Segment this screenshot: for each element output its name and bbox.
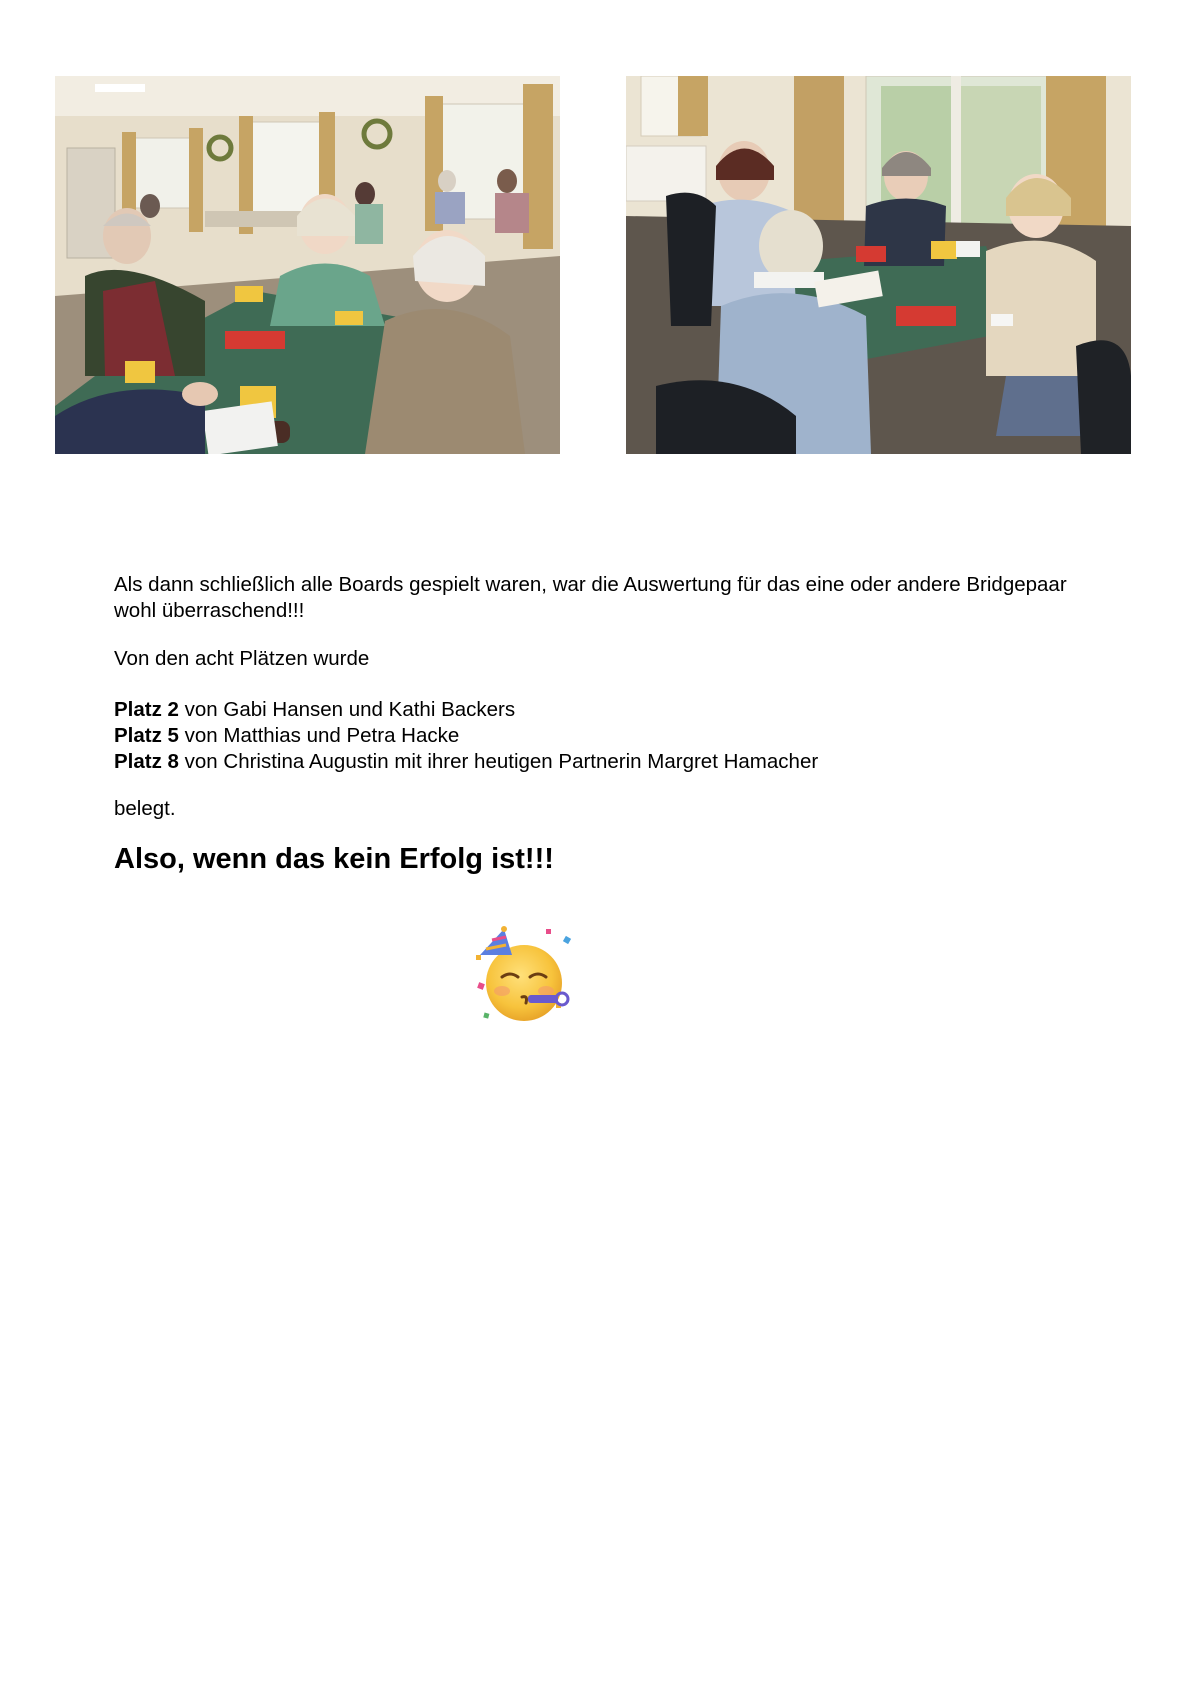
placing-5 — [114, 723, 1074, 749]
lead-paragraph: Von den acht Plätzen wurde — [114, 647, 370, 670]
placing-label: Platz 5 — [114, 724, 179, 747]
placing-8 — [114, 749, 1074, 775]
bridge-players-table-photo — [626, 76, 1131, 454]
placings-list — [114, 697, 1074, 775]
placing-text: von Matthias und Petra Hacke — [178, 724, 460, 747]
placing-text: von Gabi Hansen und Kathi Backers — [178, 698, 516, 721]
placing-label: Platz 8 — [114, 750, 179, 773]
headline: Also, wenn das kein Erfolg ist!!! — [114, 843, 554, 875]
placing-label: Platz 2 — [114, 698, 179, 721]
article-text — [114, 572, 1074, 876]
placing-2 — [114, 697, 1074, 723]
intro-paragraph: Als dann schließlich alle Boards gespielt waren, war die Auswertung für das eine oder andere Bridgepaar wohl überraschend!!! — [114, 573, 1067, 622]
bridge-players-room-photo — [55, 76, 560, 454]
placing-text: von Christina Augustin mit ihrer heutigen Partnerin Margret Hamacher — [178, 750, 819, 773]
partying-face-icon — [474, 925, 578, 1029]
closing-paragraph: belegt. — [114, 797, 176, 820]
